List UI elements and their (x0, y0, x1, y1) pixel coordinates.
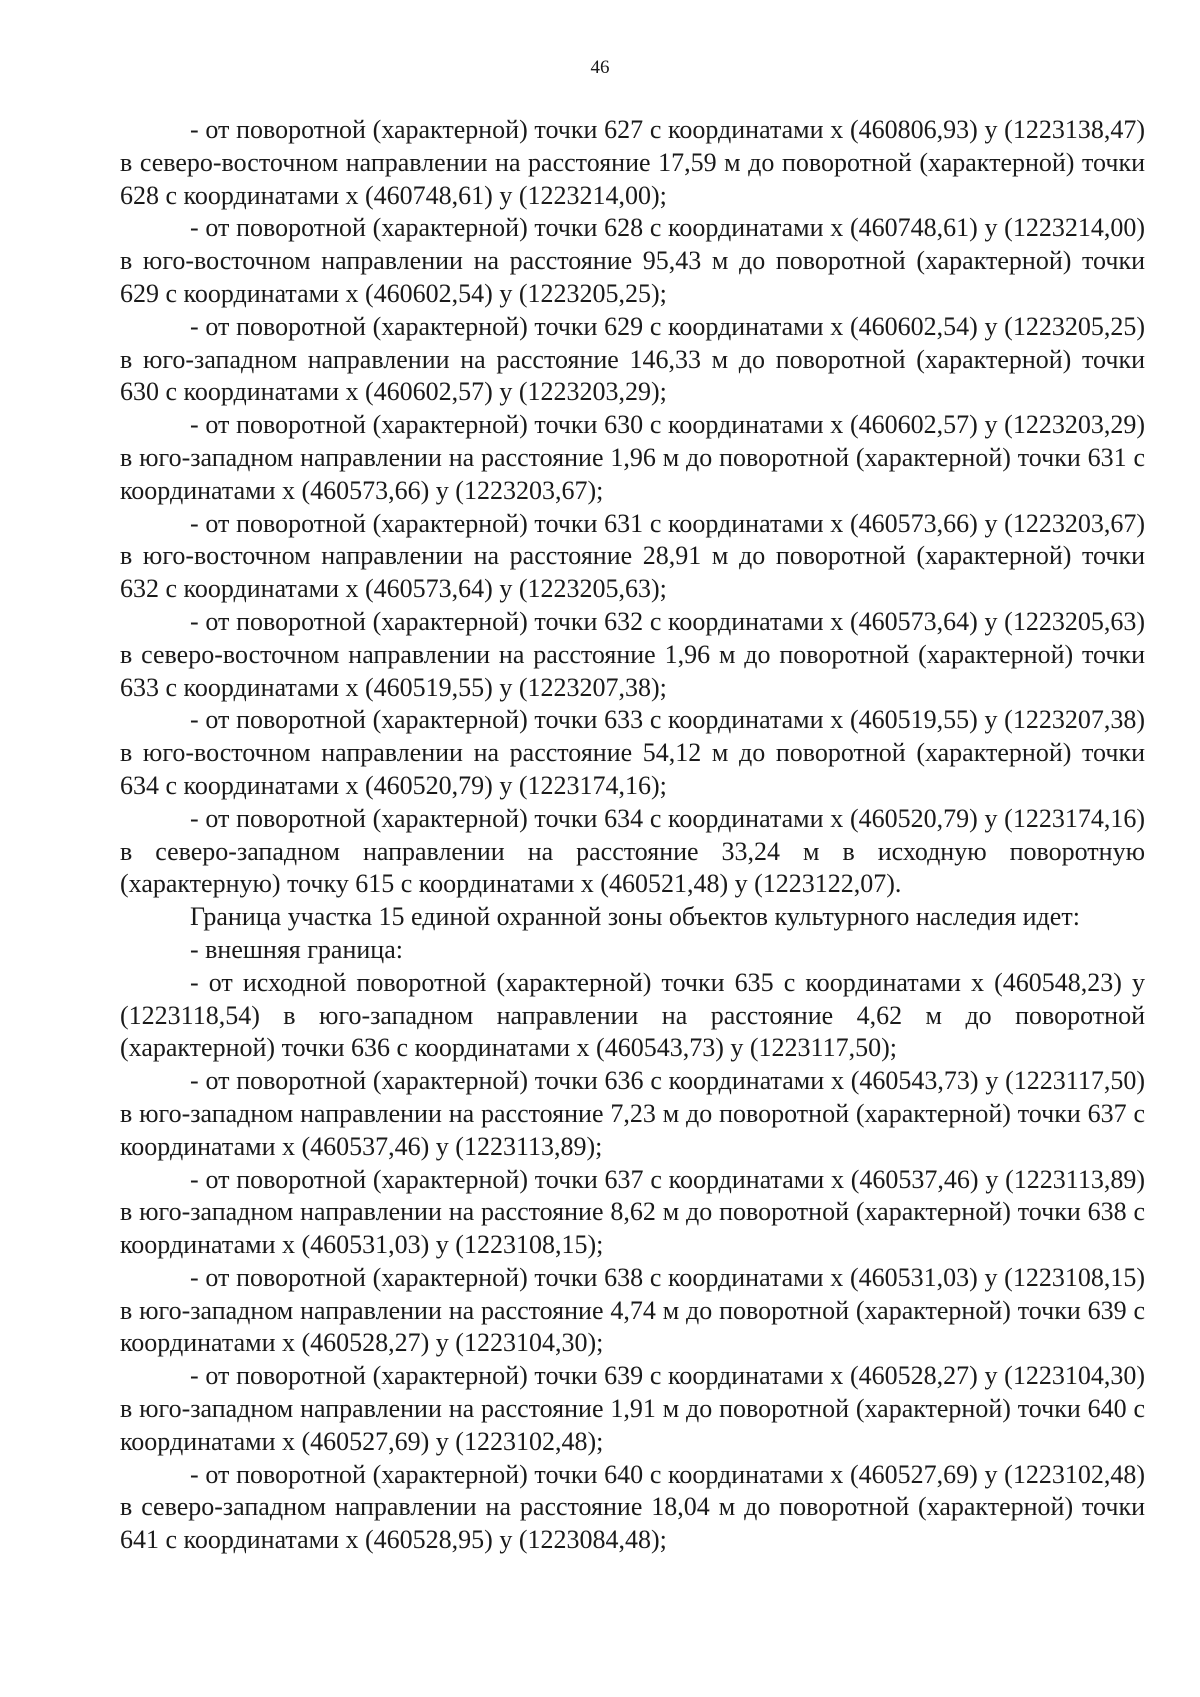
paragraph-point-635: - от исходной поворотной (характерной) точки 635 с координатами х (460548,23) у (1223118,54) в юго-западном направлении на расстояние 4,62 м до поворотной (характерной) точки 636 с координатами х (460543,73) у (1223117,50); (120, 967, 1145, 1063)
paragraph-point-631: - от поворотной (характерной) точки 631 с координатами х (460573,66) у (1223203,67) в юго-восточном направлении на расстояние 28,91 м до поворотной (характерной) точки 632 с координатами х (460573,64) у (1223205,63); (120, 508, 1145, 604)
document-body (120, 114, 1145, 1557)
paragraph-point-634: - от поворотной (характерной) точки 634 с координатами х (460520,79) у (1223174,16) в северо-западном направлении на расстояние 33,24 м в исходную поворотную (характерную) точку 615 с координатами х (460521,48) у (1223122,07). (120, 803, 1145, 899)
paragraph-point-629: - от поворотной (характерной) точки 629 с координатами х (460602,54) у (1223205,25) в юго-западном направлении на расстояние 146,33 м до поворотной (характерной) точки 630 с координатами х (460602,57) у (1223203,29); (120, 311, 1145, 407)
paragraph-point-633: - от поворотной (характерной) точки 633 с координатами х (460519,55) у (1223207,38) в юго-восточном направлении на расстояние 54,12 м до поворотной (характерной) точки 634 с координатами х (460520,79) у (1223174,16); (120, 705, 1145, 800)
paragraph-point-639: - от поворотной (характерной) точки 639 с координатами х (460528,27) у (1223104,30) в юго-западном направлении на расстояние 1,91 м до поворотной (характерной) точки 640 с координатами х (460527,69) у (1223102,48); (120, 1361, 1145, 1456)
paragraph-point-627: - от поворотной (характерной) точки 627 с координатами х (460806,93) у (1223138,47) в северо-восточном направлении на расстояние 17,59 м до поворотной (характерной) точки 628 с координатами х (460748,61) у (1223214,00); (120, 115, 1145, 210)
paragraph-point-630: - от поворотной (характерной) точки 630 с координатами х (460602,57) у (1223203,29) в юго-западном направлении на расстояние 1,96 м до поворотной (характерной) точки 631 с координатами х (460573,66) у (1223203,67); (120, 410, 1145, 505)
paragraph-section-15-heading: Граница участка 15 единой охранной зоны объектов культурного наследия идет: (190, 902, 1080, 932)
page-number: 46 (590, 57, 610, 78)
paragraph-point-640: - от поворотной (характерной) точки 640 с координатами х (460527,69) у (1223102,48) в северо-западном направлении на расстояние 18,04 м до поворотной (характерной) точки 641 с координатами х (460528,95) у (1223084,48); (120, 1459, 1145, 1555)
paragraph-point-636: - от поворотной (характерной) точки 636 с координатами х (460543,73) у (1223117,50) в юго-западном направлении на расстояние 7,23 м до поворотной (характерной) точки 637 с координатами х (460537,46) у (1223113,89); (120, 1066, 1145, 1161)
paragraph-point-638: - от поворотной (характерной) точки 638 с координатами х (460531,03) у (1223108,15) в юго-западном направлении на расстояние 4,74 м до поворотной (характерной) точки 639 с координатами х (460528,27) у (1223104,30); (120, 1262, 1145, 1358)
paragraph-point-637: - от поворотной (характерной) точки 637 с координатами х (460537,46) у (1223113,89) в юго-западном направлении на расстояние 8,62 м до поворотной (характерной) точки 638 с координатами х (460531,03) у (1223108,15); (120, 1164, 1145, 1260)
paragraph-point-628: - от поворотной (характерной) точки 628 с координатами х (460748,61) у (1223214,00) в юго-восточном направлении на расстояние 95,43 м до поворотной (характерной) точки 629 с координатами х (460602,54) у (1223205,25); (120, 213, 1145, 308)
paragraph-point-632: - от поворотной (характерной) точки 632 с координатами х (460573,64) у (1223205,63) в северо-восточном направлении на расстояние 1,96 м до поворотной (характерной) точки 633 с координатами х (460519,55) у (1223207,38); (120, 606, 1145, 702)
paragraph-outer-boundary: - внешняя граница: (190, 934, 403, 964)
